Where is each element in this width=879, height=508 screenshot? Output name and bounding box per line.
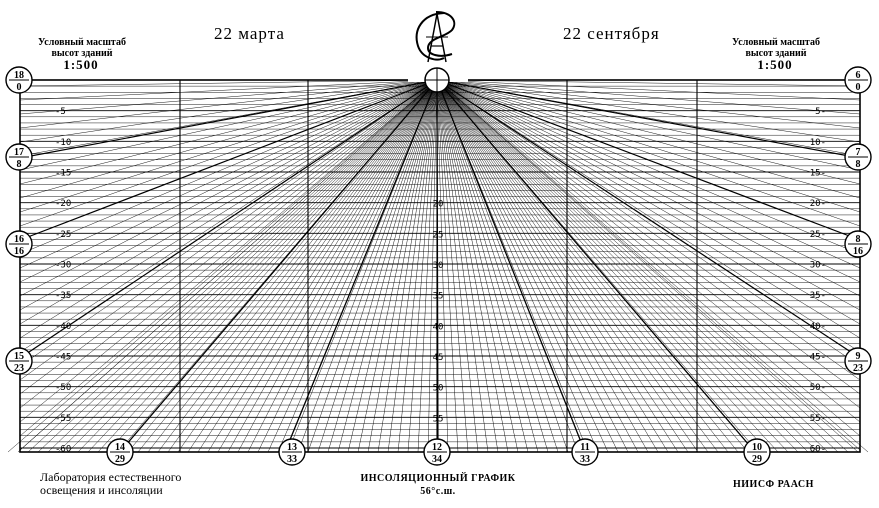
hour-marker-minute: 29 (752, 454, 762, 465)
hour-marker-minute: 16 (853, 246, 863, 257)
ray-line (437, 80, 860, 226)
hour-marker-minute: 8 (16, 159, 22, 170)
height-mark-right: 20- (809, 199, 826, 210)
height-mark-left: -35 (55, 291, 72, 302)
hour-ray (437, 80, 860, 358)
ray-line (437, 80, 778, 452)
hour-marker-hour: 18 (14, 70, 24, 81)
ray-line (20, 80, 437, 422)
date-september: 22 сентября (563, 24, 660, 43)
height-mark-right: 10- (809, 137, 826, 148)
hour-marker-minute: 23 (853, 363, 863, 374)
graph-title: ИНСОЛЯЦИОННЫЙ ГРАФИК 56°с.ш. (360, 473, 516, 497)
ray-line (437, 80, 568, 452)
center-height-label: 20 (432, 199, 444, 210)
height-mark-left: -5 (55, 107, 66, 118)
height-mark-left: -10 (55, 137, 72, 148)
hour-marker-hour: 9 (855, 351, 861, 362)
hour-ray (20, 80, 437, 358)
scale-label-left: Условный масштаб высот зданий (38, 37, 126, 59)
ray-line (437, 80, 618, 452)
scale-label-right: Условный масштаб высот зданий (732, 37, 820, 59)
ray-line (437, 80, 860, 184)
center-height-label: 30 (432, 261, 444, 271)
hour-marker-minute: 8 (855, 159, 861, 170)
date-march: 22 марта (214, 24, 285, 43)
hour-marker-hour: 10 (752, 442, 762, 453)
ray-line (20, 80, 437, 268)
center-height-label: 25 (432, 230, 444, 241)
ray-line (437, 80, 860, 450)
height-mark-left: -45 (55, 352, 72, 363)
lab-name: Лаборатория естественного освещения и инсоляции (40, 470, 182, 498)
hour-marker-hour: 7 (855, 147, 861, 158)
hour-ray (20, 80, 437, 158)
height-mark-right: 60- (809, 444, 826, 455)
hour-marker-minute: 0 (16, 82, 22, 93)
ray-line (437, 80, 598, 452)
hour-ray (120, 80, 437, 452)
height-mark-left: -25 (55, 229, 72, 240)
height-mark-left: -55 (55, 413, 72, 424)
ray-line (437, 80, 860, 394)
hour-marker-minute: 33 (287, 454, 297, 465)
ray-line (168, 80, 437, 452)
ray-line (20, 80, 437, 184)
ray-line (378, 80, 437, 452)
ray-line (20, 80, 437, 394)
height-mark-left: -50 (55, 383, 72, 394)
height-mark-right: 5- (815, 107, 826, 118)
ray-line (278, 80, 437, 452)
ray-line (437, 80, 578, 452)
center-height-label: 40 (432, 322, 444, 333)
height-mark-right: 45- (809, 352, 826, 363)
height-mark-left: -40 (55, 321, 72, 332)
height-mark-right: 50- (809, 383, 826, 394)
height-mark-left: -30 (55, 260, 72, 271)
ray-line (437, 80, 848, 452)
ray-line (437, 80, 788, 452)
ray-line (98, 80, 437, 452)
organization-name: НИИСФ РААСН (733, 479, 814, 490)
hour-marker-hour: 16 (14, 234, 24, 245)
center-height-label: 45 (432, 353, 444, 363)
hour-marker-hour: 12 (432, 442, 442, 453)
ray-line (437, 80, 798, 452)
ray-line (138, 80, 437, 452)
hour-marker-minute: 34 (432, 454, 442, 465)
hour-ray (437, 80, 755, 452)
hour-marker-minute: 16 (14, 246, 24, 257)
ray-line (437, 80, 658, 452)
center-height-label: 55 (432, 414, 444, 425)
hour-marker-hour: 13 (287, 442, 297, 453)
ray-line (437, 80, 818, 452)
ray-line (28, 80, 437, 452)
ray-line (20, 80, 437, 198)
hour-marker-hour: 8 (855, 234, 861, 245)
ray-line (258, 80, 437, 452)
ray-line (238, 80, 437, 452)
ray-line (437, 80, 768, 452)
ray-line (188, 80, 437, 452)
ray-line (437, 80, 638, 452)
ray-line (58, 80, 437, 452)
ray-line (437, 80, 868, 452)
scale-value-left: 1:500 (63, 57, 99, 72)
ray-line (38, 80, 437, 452)
ray-line (437, 80, 678, 452)
height-mark-right: 55- (809, 413, 826, 424)
height-mark-right: 15- (809, 168, 826, 179)
ray-line (228, 80, 437, 452)
hour-marker-hour: 14 (115, 442, 125, 453)
center-height-label: 35 (432, 291, 444, 302)
center-height-label: 50 (432, 383, 444, 394)
height-mark-right: 40- (809, 321, 826, 332)
hour-marker-hour: 17 (14, 147, 24, 158)
height-mark-right: 30- (809, 260, 826, 271)
height-mark-right: 25- (809, 229, 826, 240)
ray-line (437, 80, 738, 452)
ray-line (68, 80, 437, 452)
ray-line (437, 80, 528, 452)
hour-marker-minute: 33 (580, 454, 590, 465)
niisf-logo (417, 12, 455, 62)
hour-marker-minute: 29 (115, 454, 125, 465)
ray-line (128, 80, 437, 452)
ray-line (248, 80, 437, 452)
ray-line (437, 80, 828, 452)
ray-line (20, 80, 437, 254)
ray-line (437, 80, 858, 452)
height-mark-left: -15 (55, 168, 72, 179)
hour-marker-minute: 23 (14, 363, 24, 374)
hour-marker-minute: 0 (855, 82, 861, 93)
hour-ray (437, 80, 860, 158)
hour-marker-hour: 15 (14, 351, 24, 362)
ray-line (437, 80, 748, 452)
height-mark-left: -60 (55, 444, 72, 455)
ray-line (437, 80, 718, 452)
hour-marker-hour: 6 (855, 70, 861, 81)
scale-value-right: 1:500 (757, 57, 793, 72)
ray-line (358, 80, 437, 452)
hour-marker-hour: 11 (580, 442, 590, 453)
ray-line (20, 80, 437, 450)
ray-line (298, 80, 437, 452)
ray-line (198, 80, 437, 452)
height-mark-left: -20 (55, 199, 72, 210)
height-mark-right: 35- (809, 291, 826, 302)
